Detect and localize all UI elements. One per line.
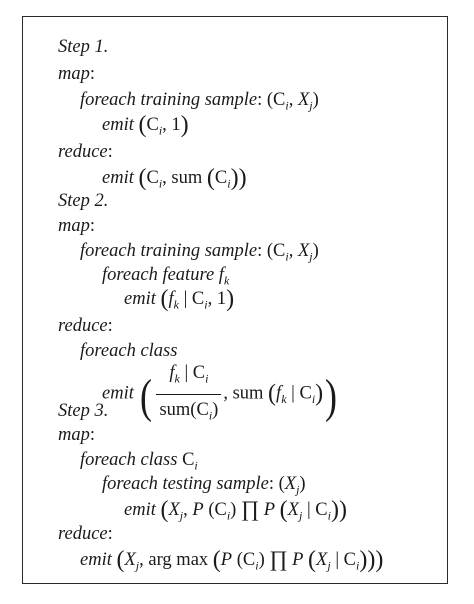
map-label: map: <box>58 425 96 445</box>
emit-line: emit ($X_j$, P $(C_i)$ ∏ P ($X_j$ | $C_i$)) <box>124 496 347 523</box>
reduce-label: reduce: <box>58 316 113 336</box>
foreach-training-sample-line: foreach training sample: ($C_i$, $X_j$) <box>80 241 319 264</box>
reduce-label: reduce: <box>58 142 113 162</box>
emit-argmax-line: emit ($X_j$, arg max (P $(C_i)$ ∏ P ($X_j$ | $C_i$))) <box>80 546 384 573</box>
foreach-class-line: foreach class <box>80 341 178 361</box>
reduce-label: reduce: <box>58 524 113 544</box>
step-1-heading: Step 1. <box>58 37 109 57</box>
map-label: map: <box>58 64 96 84</box>
step-3-heading: Step 3. <box>58 401 109 421</box>
foreach-feature-line: foreach feature $f_k$ <box>102 265 230 288</box>
emit-line: emit ($f_k$ | $C_i$, 1) <box>124 286 235 312</box>
map-label: map: <box>58 216 96 236</box>
foreach-class-line: foreach class $C_i$ <box>80 450 198 473</box>
foreach-training-sample-line: foreach training sample: ($C_i$, $X_j$) <box>80 90 319 113</box>
emit-fraction-line: emit ( $\frac{f_k | C_i}{sum(C_i)}$ , sum ($f_k$ | $C_i$)) <box>102 360 339 428</box>
fraction: $\frac{f_k | C_i}{sum(C_i)}$ <box>156 360 221 428</box>
emit-line: emit ($C_i$, sum $(C_i)$) <box>102 165 247 191</box>
emit-line: emit ($C_i$, 1) <box>102 112 189 138</box>
foreach-testing-sample-line: foreach testing sample: $(X_j)$ <box>102 474 306 497</box>
step-2-heading: Step 2. <box>58 191 109 211</box>
